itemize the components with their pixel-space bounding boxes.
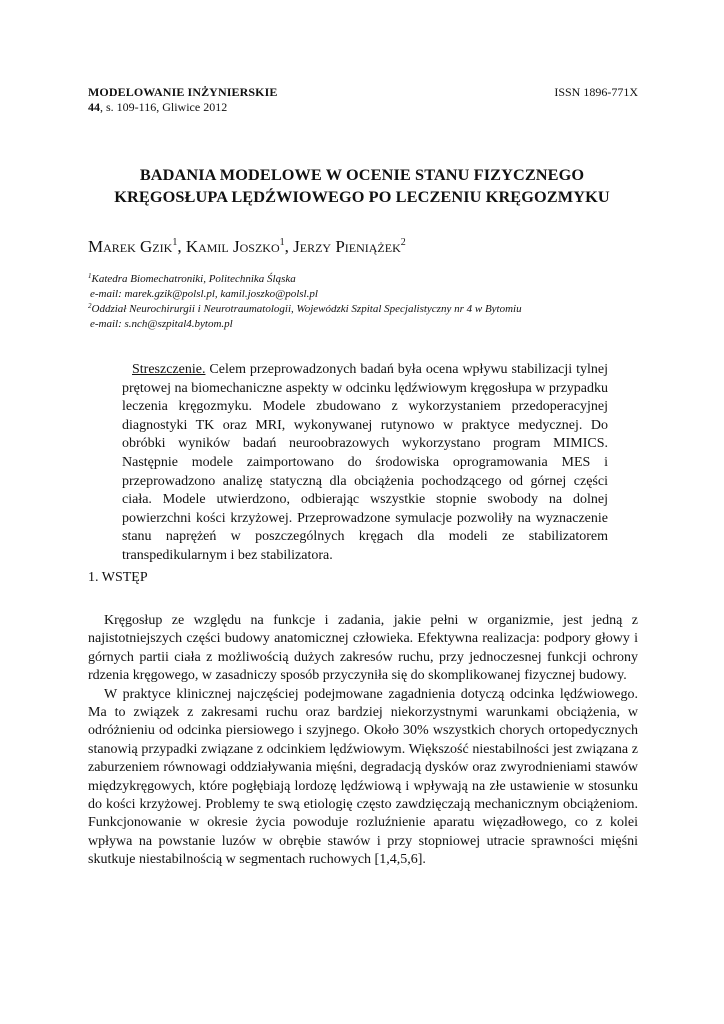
author-affiliation-mark: 2 xyxy=(400,237,406,248)
page-range: , s. 109-116, Gliwice 2012 xyxy=(100,100,228,114)
affiliation-1 xyxy=(88,272,648,287)
affiliations xyxy=(88,272,648,332)
journal-name: MODELOWANIE INŻYNIERSKIE xyxy=(88,85,278,99)
author-name: Marek Gzik xyxy=(88,237,173,256)
title-line-2: KRĘGOSŁUPA LĘDŹWIOWEGO PO LECZENIU KRĘGOZMYKU xyxy=(114,187,610,206)
section-heading: 1. WSTĘP xyxy=(88,570,148,585)
journal-issue xyxy=(88,100,277,115)
affiliation-1-email: e-mail: marek.gzik@polsl.pl, kamil.joszko@polsl.pl xyxy=(90,288,318,300)
author-affiliation-mark: 1 xyxy=(172,237,178,248)
affiliation-text: Oddział Neurochirurgii i Neurotraumatologii, Wojewódzki Szpital Specjalistyczny nr 4 w Bytomiu xyxy=(91,303,522,315)
author-separator: , xyxy=(284,237,294,256)
affiliation-2-email: e-mail: s.nch@szpital4.bytom.pl xyxy=(90,318,233,330)
author-separator: , xyxy=(177,237,186,256)
affiliation-2 xyxy=(88,302,648,317)
author-list xyxy=(88,236,406,258)
abstract xyxy=(122,361,608,566)
volume-number: 44 xyxy=(88,100,100,114)
abstract-label: Streszczenie. xyxy=(132,362,206,377)
issn: ISSN 1896-771X xyxy=(554,85,638,99)
affiliation-text: Katedra Biomechatroniki, Politechnika Śląska xyxy=(91,273,296,285)
author-affiliation-mark: 1 xyxy=(279,237,285,248)
author-name: Jerzy Pieniążek xyxy=(293,237,401,256)
paragraph: W praktyce klinicznej najczęściej podejmowane zagadnienia dotyczą odcinka lędźwiowego. Ma to związek z zakresami ruchu oraz bardziej niekorzystnymi warunkami obciążenia, w odróżnieniu od odcinka piersiowego i szyjnego. Około 30% wszystkich chorych ortopedycznych stanowią przypadki związane z odcinkiem lędźwiowym. Większość niestabilności jest związana z zaburzeniem równowagi oddziaływania mięśni, degradacją dysków oraz zwyrodnieniami stawów międzykręgowych, które pogłębiają lordozę lędźwiową i wpływają na złe ustawienie w stosunku do kości krzyżowej. Problemy te swą etiologię często zawdzięczają mechanicznym obciążeniom. Funkcjonowanie w okresie życia powoduje rozluźnienie aparatu więzadłowego, co z kolei wpływa na powstanie luzów w obrębie stawów i przy stopniowej utracie sprawności mięśni skutkuje niestabilnością w segmentach ruchowych [1,4,5,6]. xyxy=(88,686,638,868)
paper-title xyxy=(60,164,664,208)
affiliation-mark: 1 xyxy=(88,272,92,280)
journal-header xyxy=(88,85,277,115)
title-line-1: BADANIA MODELOWE W OCENIE STANU FIZYCZNEGO xyxy=(139,165,585,184)
paragraph: Kręgosłup ze względu na funkcje i zadania, jakie pełni w organizmie, jest jedną z najistotniejszych części budowy anatomicznej człowieka. Efektywna realizacja: podpory głowy i górnych partii ciała z możliwością dużych zakresów ruchu, przy jednoczesnej funkcji ochrony rdzenia kręgowego, w zasadniczy sposób przyczyniła się do skomplikowanej fizycznej budowy. xyxy=(88,613,638,684)
body-text xyxy=(88,612,638,870)
author-name: Kamil Joszko xyxy=(185,237,280,256)
abstract-text: Celem przeprowadzonych badań była ocena wpływu stabilizacji tylnej prętowej na biomechaniczne aspekty w odcinku lędźwiowym kręgosłupa w przypadku leczenia kręgozmyku. Modele zbudowano z wykorzystaniem przedoperacyjnej diagnostyki TK oraz MRI, wykonywanej rutynowo w praktyce medycznej. Do obróbki wyników badań neuroobrazowych wykorzystano program MIMICS. Następnie modele zaimportowano do środowiska oprogramowania MES i przeprowadzono analizę statyczną dla obciążenia pochodzącego od górnej części ciała. Modele utwierdzono, odbierając wszystkie stopnie swobody na dolnej powierzchni kości krzyżowej. Przeprowadzone symulacje pozwoliły na wyznaczenie stanu naprężeń w poszczególnych kręgach dla modeli ze stabilizatorem transpedikularnym i bez stabilizatora. xyxy=(122,362,608,563)
affiliation-mark: 2 xyxy=(88,302,92,310)
